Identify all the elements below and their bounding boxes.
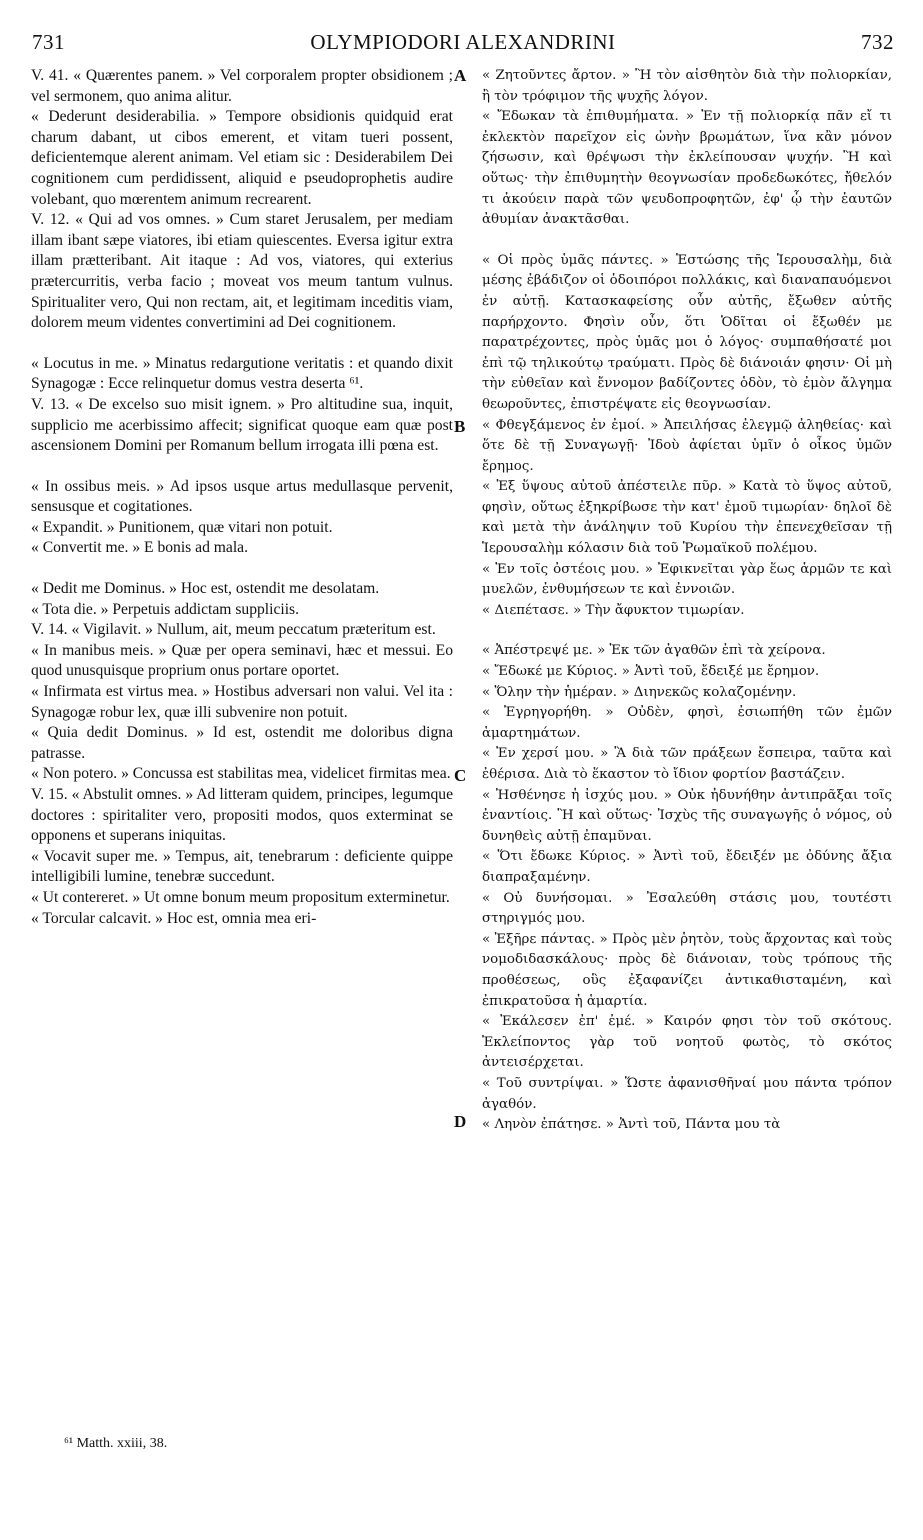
greek-paragraph: « Ἔδωκαν τὰ ἐπιθυμήματα. » Ἐν τῇ πολιορκίᾳ πᾶν εἴ τι ἐκλεκτὸν παρεῖχον εἰς ὠνὴν βρωμάτων, ἵνα κἂν μόνον ζήσωσιν, καὶ θρέψωσι τὴν ἐκλείπουσαν ψυχήν. Ἢ καὶ οὕτως· τὴν ἐπιθυμητὴν θεογνωσίαν προδεδωκότες, ἤθελόν τι ἀκούειν παρὰ τῶν ψευδοπροφητῶν, ἐφ' ᾧ τὴν ἑαυτῶν ἀθυμίαν ἀνακτᾶσθαι. — [482, 109, 892, 228]
margin-marker-b: B — [454, 417, 466, 436]
page-number-left: 731 — [32, 30, 65, 54]
latin-paragraph: « Locutus in me. » Minatus redargutione veritatis : et quando dixit Synagogæ : Ecce relinquetur domus vestra deserta ⁶¹. — [31, 354, 453, 393]
greek-paragraph: « Ἐξῆρε πάντας. » Πρὸς μὲν ῥητὸν, τοὺς ἄρχοντας καὶ τοὺς νομοδιδασκάλους· πρὸς δὲ διάνοιαν, τοὺς τρόπους τῆς προθέσεως, οὓς ἐξαφανίζει ἀντικαθισταμένη, καὶ ἐπικρατοῦσα ἡ ἁμαρτία. — [482, 931, 892, 1009]
greek-paragraph: « Ἠσθένησε ἡ ἰσχύς μου. » Οὐκ ἠδυνήθην ἀντιπρᾶξαι τοῖς ἐναντίοις. Ἢ καὶ οὕτως· Ἰσχὺς τῆς συναγωγῆς ὁ νόμος, οὐ δυνηθεὶς αὐτῇ ἐπαμῦναι. — [482, 787, 892, 844]
margin-marker-a: A — [454, 66, 467, 85]
page-header — [32, 30, 894, 60]
greek-paragraph: « Φθεγξάμενος ἐν ἐμοί. » Ἀπειλήσας ἐλεγμῷ ἀληθείας· καὶ ὅτε δὲ τῇ Συναγωγῇ· Ἰδοὺ ἀφίεται ὑμῖν ὁ οἶκος ὑμῶν ἔρημος. — [482, 417, 892, 474]
latin-paragraph: « Ut contereret. » Ut omne bonum meum propositum exterminetur. — [31, 888, 450, 906]
greek-paragraph: « Οὐ δυνήσομαι. » Ἐσαλεύθη στάσις μου, τουτέστι στηριγμός μου. — [482, 890, 892, 927]
greek-paragraph: « Ἐν τοῖς ὀστέοις μου. » Ἐφικνεῖται γὰρ ἕως ἁρμῶν τε καὶ μυελῶν, ἐνθυμήσεων τε καὶ ἐννοιῶν. — [482, 561, 892, 598]
greek-paragraph: « Ὅτι ἔδωκε Κύριος. » Ἀντὶ τοῦ, ἔδειξέν με ὀδύνης ἄξια διαπραξαμένην. — [482, 849, 892, 885]
greek-paragraph: « Διεπέτασε. » Τὴν ἄφυκτον τιμωρίαν. — [482, 602, 745, 618]
latin-column — [31, 66, 453, 929]
latin-paragraph: « Quia dedit Dominus. » Id est, ostendit me doloribus digna patrasse. — [31, 724, 453, 762]
greek-paragraph: « Ὅλην τὴν ἡμέραν. » Διηνεκῶς κολαζομένην. — [482, 684, 797, 700]
latin-paragraph: « Vocavit super me. » Tempus, ait, tenebrarum : deficiente quippe intelligibili lumine, tenebræ succedunt. — [31, 847, 453, 886]
latin-paragraph: « Dedit me Dominus. » Hoc est, ostendit me desolatam. — [31, 580, 380, 598]
greek-paragraph: « Ἀπέστρεψέ με. » Ἐκ τῶν ἀγαθῶν ἐπὶ τὰ χείρονα. — [482, 643, 826, 659]
latin-paragraph: V. 12. « Qui ad vos omnes. » Cum staret Jerusalem, per mediam illam ibant sæpe viatores, ibi etiam quiescentes. Eversa igitur extra illam prætteribant. Ait itaque : Ad vos, viatores, qui exterius prætercurritis, verba facio ; moveat vos meum tantum vulnus. Spiritualiter vero, Qui non rectam, ait, et legitimam inceditis viam, dolorem meum videntes convertimini ad Dei cognitionem. — [31, 211, 453, 332]
greek-paragraph: « Ληνὸν ἐπάτησε. » Ἀντὶ τοῦ, Πάντα μου τὰ — [482, 1117, 781, 1133]
margin-marker-c: C — [454, 766, 467, 785]
greek-column — [482, 66, 892, 1136]
running-title: OLYMPIODORI ALEXANDRINI — [310, 30, 616, 54]
page-number-right: 732 — [861, 30, 894, 54]
greek-paragraph: « Ἐξ ὕψους αὐτοῦ ἀπέστειλε πῦρ. » Κατὰ τὸ ὕψος αὐτοῦ, φησὶν, οὕτως ἐξηκρίβωσε τὴν κατ' ἐμοῦ τιμωρίαν· δηλοῖ δὲ καὶ μετὰ τὴν ἀνάληψιν τοῦ Κυρίου τὴν ἐπενεχθεῖσαν τῇ Ἱερουσαλὴμ κόλασιν διὰ τοῦ Ῥωμαϊκοῦ πολέμου. — [482, 479, 892, 557]
latin-paragraph: V. 41. « Quærentes panem. » Vel corporalem propter obsidionem ; vel sermonem, quo anima alitur. — [31, 67, 453, 105]
latin-paragraph: « Expandit. » Punitionem, quæ vitari non potuit. — [31, 518, 333, 536]
greek-paragraph: « Ἐγρηγορήθη. » Οὐδὲν, φησὶ, ἐσιωπήθη τῶν ἐμῶν ἁμαρτημάτων. — [482, 705, 892, 741]
footnote: ⁶¹ Matth. xxiii, 38. — [64, 1436, 168, 1451]
margin-marker-d: D — [454, 1112, 467, 1131]
greek-paragraph: « Ἐν χερσί μου. » Ἃ διὰ τῶν πράξεων ἔσπειρα, ταῦτα καὶ ἐθέρισα. Διὰ τὸ ἕκαστον τὸ ἴδιον φορτίον βαστάζειν. — [482, 746, 892, 782]
latin-paragraph: « Dederunt desiderabilia. » Tempore obsidionis quidquid erat charum dabant, ut cibos emerent, et vitam tueri possent, deficientemque alerent animam. Vel etiam sic : Desiderabilem Dei cognitionem cum perdidissent, aliquid e pseudoprophetis audire volebant, quo mœrentem animum recrearent. — [31, 108, 453, 208]
greek-paragraph: « Ἔδωκέ με Κύριος. » Ἀντὶ τοῦ, ἔδειξέ με ἔρημον. — [482, 664, 820, 680]
latin-paragraph: V. 13. « De excelso suo misit ignem. » Pro altitudine sua, inquit, supplicio me acerbissimo affecit; significat quoque eam quæ post ascensionem Domini per Romanum bellum irrogata illi pœna est. — [31, 395, 453, 455]
greek-paragraph: « Οἱ πρὸς ὑμᾶς πάντες. » Ἑστώσης τῆς Ἱερουσαλὴμ, διὰ μέσης ἐβάδιζον οἱ ὁδοιπόροι πολλάκις, καὶ διαναπαυόμενοι ἐν αὐτῇ. Κατασκαφείσης οὖν αὐτῆς, ἔξωθεν αὐτῆς παρήρχοντο. Φησὶν οὖν, ὅτι Ὁδῖται οἱ ἔξωθέν με παρατρέχοντες, πρὸς ὑμᾶς μοι ὁ λόγος· συμπαθήσατέ μοι ἐπὶ τῷ τηλικούτῳ τραύματι. Πρὸς δὲ διάνοιάν φησιν· Οἱ μὴ τὴν εὐθεῖαν καὶ ἔννομον βαδίζοντες ὁδὸν, τὸ ἐμὸν ἄλγημα θεωροῦντες, ἐπιστρέψατε εἰς θεογνωσίαν. — [482, 252, 892, 412]
latin-paragraph: « Convertit me. » E bonis ad mala. — [31, 539, 248, 557]
latin-paragraph: « Non potero. » Concussa est stabilitas mea, videlicet firmitas mea. — [31, 765, 451, 783]
latin-paragraph: « In manibus meis. » Quæ per opera seminavi, hæc et messui. Eo quod unusquisque proprium onus portare oportet. — [31, 641, 453, 680]
greek-paragraph: « Τοῦ συντρίψαι. » Ὥστε ἀφανισθῆναί μου πάντα τρόπον ἀγαθόν. — [482, 1075, 892, 1112]
greek-paragraph: « Ἐκάλεσεν ἐπ' ἐμέ. » Καιρόν φησι τὸν τοῦ σκότους. Ἐκλείποντος γὰρ τοῦ νοητοῦ φωτὸς, τὸ σκότος ἀντεισέρχεται. — [482, 1014, 892, 1071]
greek-paragraph: « Ζητοῦντες ἄρτον. » Ἢ τὸν αἰσθητὸν διὰ τὴν πολιορκίαν, ἢ τὸν τρόφιμον τῆς ψυχῆς λόγον. — [482, 68, 892, 104]
latin-paragraph: « Tota die. » Perpetuis addictam suppliciis. — [31, 600, 300, 618]
latin-paragraph: V. 15. « Abstulit omnes. » Ad litteram quidem, principes, legumque doctores : spiritaliter vero, propositi modos, quos exterminat se opponens et superans iniquitas. — [31, 786, 453, 845]
latin-paragraph: « In ossibus meis. » Ad ipsos usque artus medullasque pervenit, sensusque et cogitationes. — [31, 477, 453, 516]
latin-paragraph: « Torcular calcavit. » Hoc est, omnia mea eri- — [31, 909, 317, 927]
latin-paragraph: « Infirmata est virtus mea. » Hostibus adversari non valui. Vel ita : Synagogæ robur lex, quæ illi subvenire non potuit. — [31, 683, 453, 721]
latin-paragraph: V. 14. « Vigilavit. » Nullum, ait, meum peccatum præteritum est. — [31, 621, 436, 639]
